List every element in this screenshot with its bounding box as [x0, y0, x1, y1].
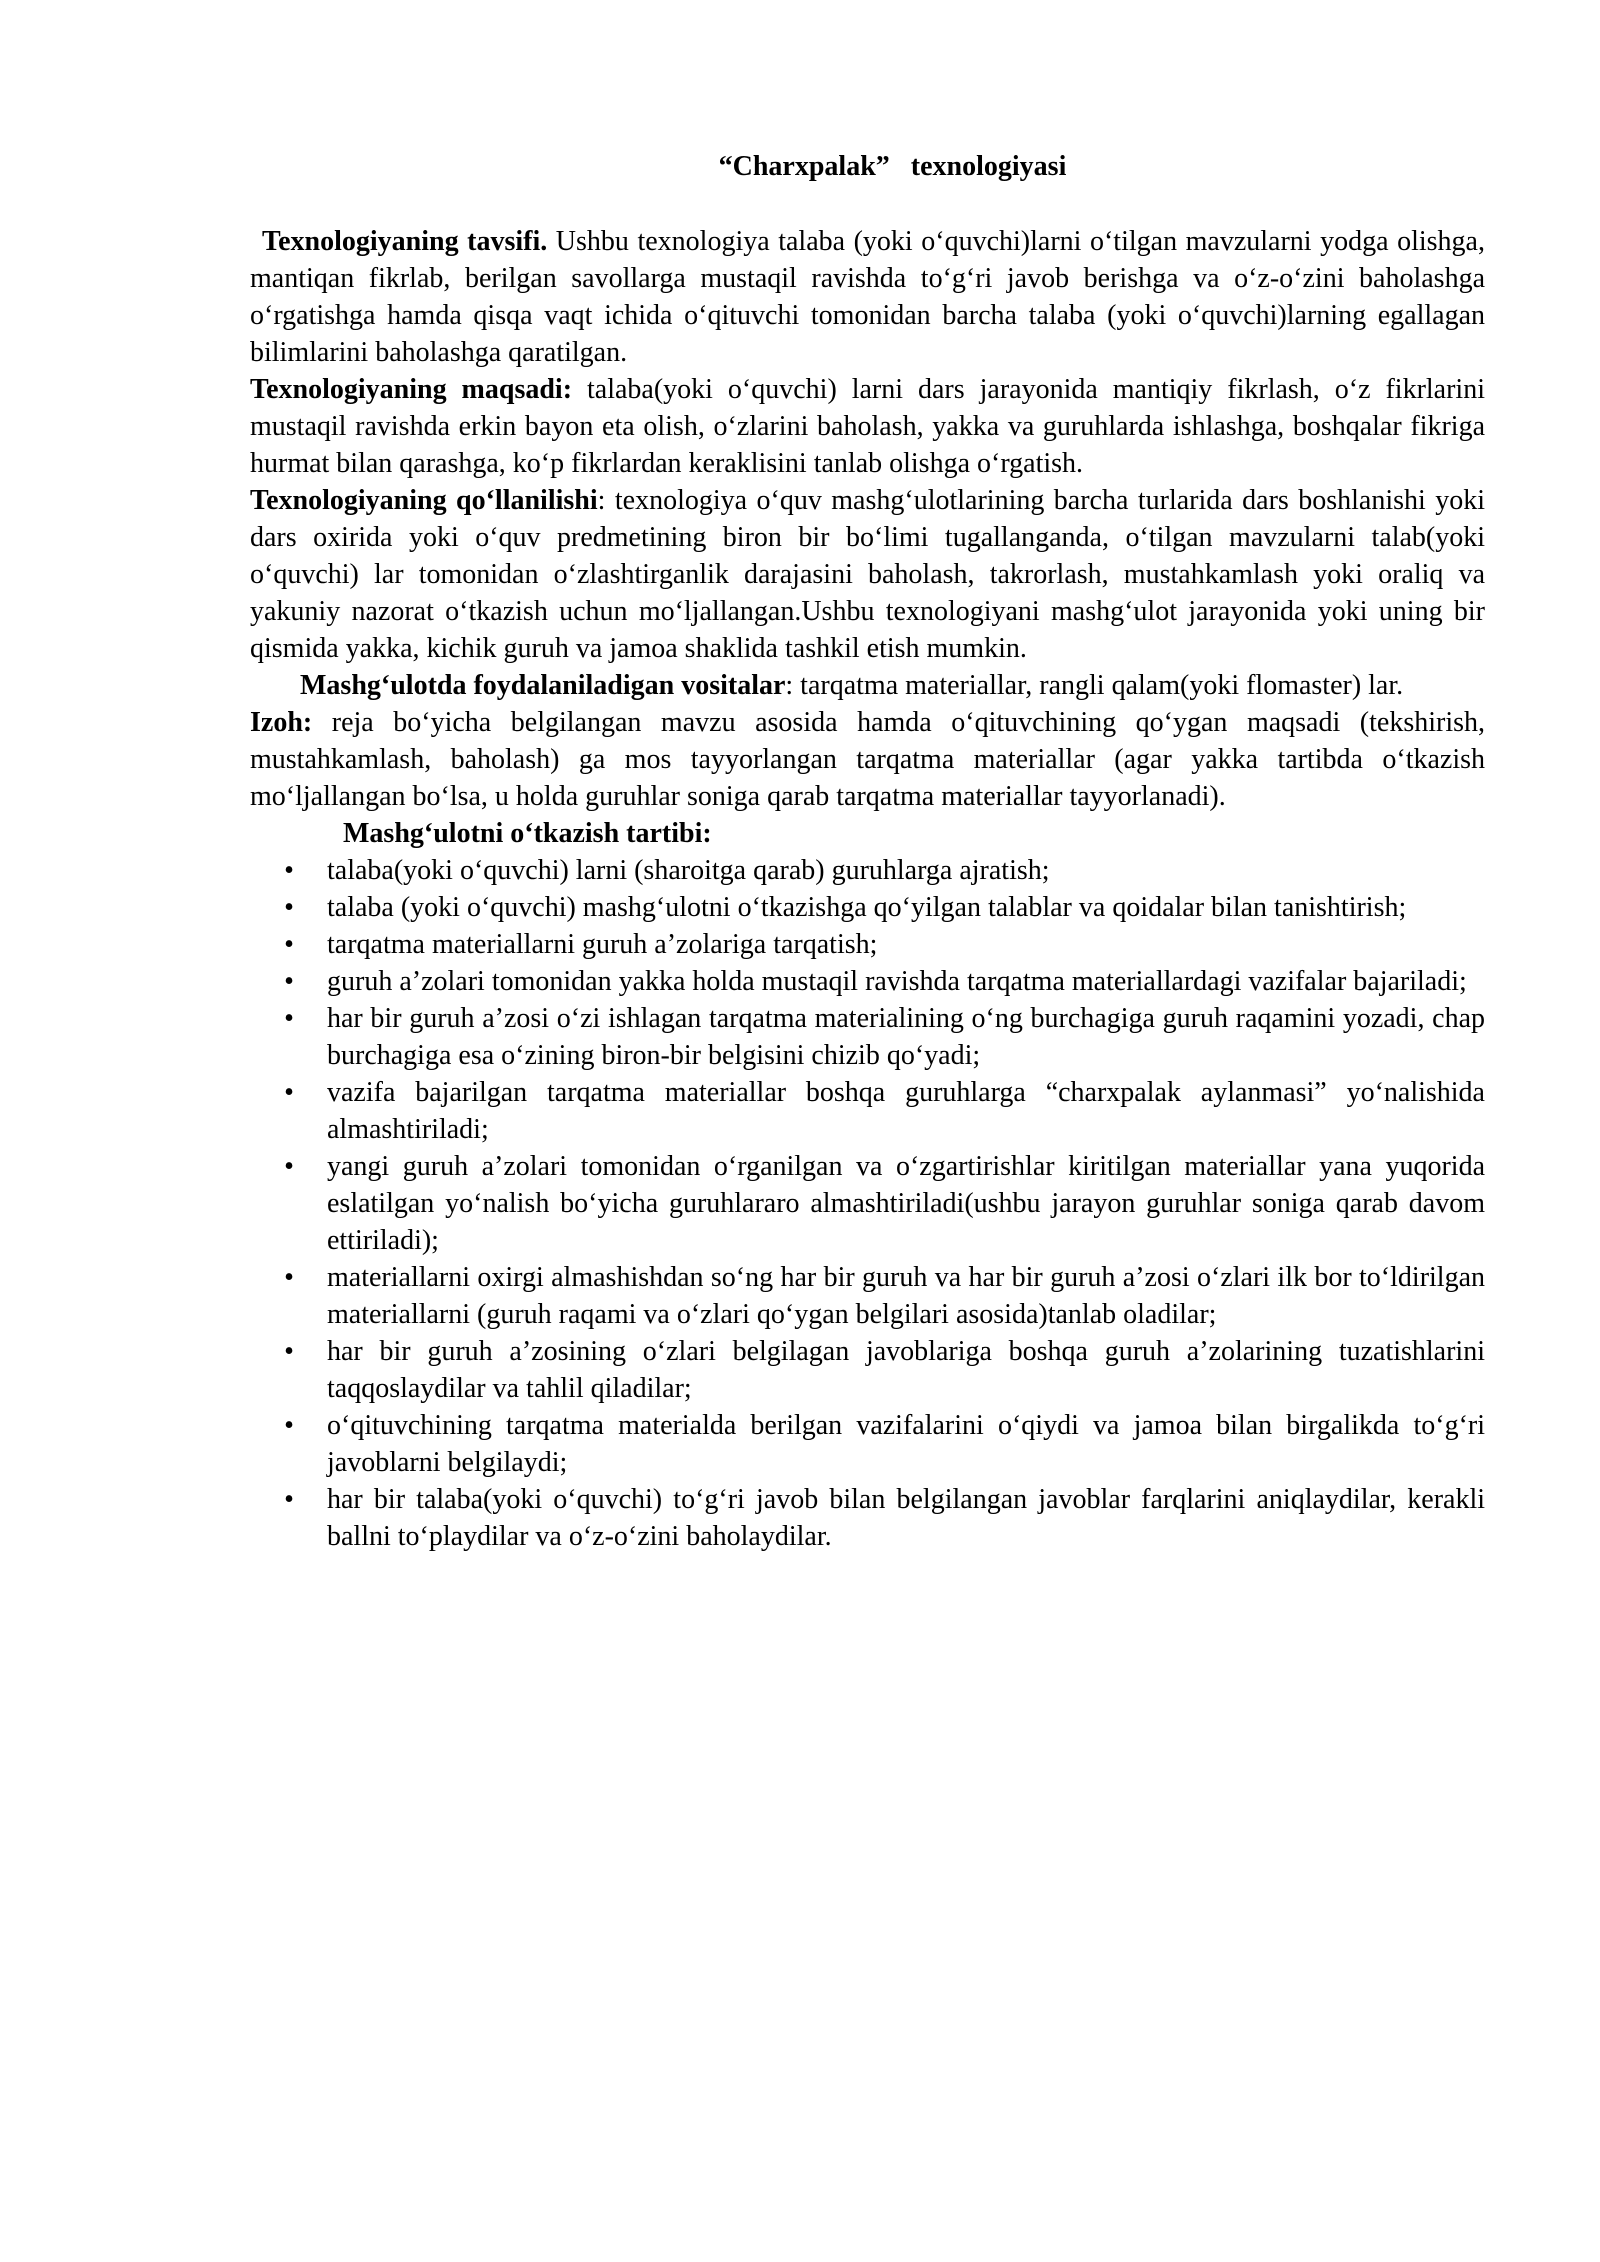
list-item-text: vazifa bajarilgan tarqatma materiallar boshqa guruhlarga “charxpalak aylanmasi” yo‘nalishida almashtiriladi; [327, 1077, 1485, 1145]
list-item-text: tarqatma materiallarni guruh a’zolariga tarqatish; [327, 929, 878, 960]
list-item [284, 926, 1485, 963]
list-item [284, 1259, 1485, 1333]
section-goal-label: Texnologiyaning maqsadi: [250, 374, 573, 405]
list-item [284, 1000, 1485, 1074]
section-usage-text: : texnologiya o‘quv mashg‘ulotlarining barcha turlarida dars boshlanishi yoki dars oxirida yoki o‘quv predmetining biron bir bo‘limi tugallanganda, o‘tilgan mavzularni talab(yoki o‘quvchi) lar tomonidan o‘zlashtirganlik darajasini baholash, takrorlash, mustahkamlash yoki oraliq va yakuniy nazorat o‘tkazish uchun mo‘ljallangan.Ushbu texnologiyani mashg‘ulot jarayonida yoki uning bir qismida yakka, kichik guruh va jamoa shaklida tashkil etish mumkin. [250, 485, 1486, 664]
list-item-text: talaba(yoki o‘quvchi) larni (sharoitga qarab) guruhlarga ajratish; [327, 855, 1050, 886]
section-usage [250, 482, 1485, 667]
bullet-icon: • [284, 1262, 294, 1293]
bullet-icon: • [284, 1410, 294, 1441]
list-item-text: yangi guruh a’zolari tomonidan o‘rganilgan va o‘zgartirishlar kiritilgan materiallar yana yuqorida eslatilgan yo‘nalish bo‘yicha guruhlararo almashtiriladi(ushbu jarayon guruhlar soniga qarab davom ettiriladi); [327, 1151, 1485, 1256]
list-item-text: har bir guruh a’zosining o‘zlari belgilagan javoblariga boshqa guruh a’zolarining tuzatishlarini taqqoslaydilar va tahlil qiladilar; [327, 1336, 1485, 1404]
section-note-text: reja bo‘yicha belgilangan mavzu asosida hamda o‘qituvchining qo‘ygan maqsadi (tekshirish, mustahkamlash, baholash) ga mos tayyorlangan tarqatma materiallar (agar yakka tartibda o‘tkazish mo‘ljallangan bo‘lsa, u holda guruhlar soniga qarab tarqatma materiallar tayyorlanadi). [250, 707, 1485, 812]
section-goal-text: talaba(yoki o‘quvchi) larni dars jarayonida mantiqiy fikrlash, o‘z fikrlarini mustaqil ravishda erkin bayon eta olish, o‘zlarini baholash, yakka va guruhlarda ishlashga, boshqalar fikriga hurmat bilan qarashga, ko‘p fikrlardan keraklisini tanlab olishga o‘rgatish. [250, 374, 1485, 479]
section-note-label: Izoh: [250, 707, 313, 738]
bullet-icon: • [284, 1151, 294, 1182]
list-item [284, 889, 1485, 926]
procedure-heading: Mashg‘ulotni o‘tkazish tartibi: [343, 818, 712, 849]
list-item [284, 852, 1485, 889]
section-goal [250, 371, 1485, 482]
list-item [284, 963, 1485, 1000]
document-title: “Charxpalak” texnologiyasi [718, 151, 1067, 182]
list-item [284, 1074, 1485, 1148]
list-item [284, 1407, 1485, 1481]
procedure-list [250, 852, 1485, 1555]
section-description-text: Ushbu texnologiya talaba (yoki o‘quvchi)larni o‘tilgan mavzularni yodga olishga, mantiqan fikrlab, berilgan savollarga mustaqil ravishda to‘g‘ri javob berishga va o‘z-o‘zini baholashga o‘rgatishga hamda qisqa vaqt ichida o‘qituvchi tomonidan barcha talaba (yoki o‘quvchi)larning egallagan bilimlarini baholashga qaratilgan. [250, 226, 1485, 368]
list-item [284, 1481, 1485, 1555]
list-item [284, 1333, 1485, 1407]
section-tools [250, 667, 1485, 704]
section-description-label: Texnologiyaning tavsifi. [262, 226, 548, 257]
list-item-text: materiallarni oxirgi almashishdan so‘ng har bir guruh va har bir guruh a’zosi o‘zlari ilk bor to‘ldirilgan materiallarni (guruh raqami va o‘zlari qo‘ygan belgilari asosida)tanlab oladilar; [327, 1262, 1485, 1330]
list-item-text: talaba (yoki o‘quvchi) mashg‘ulotni o‘tkazishga qo‘yilgan talablar va qoidalar bilan tanishtirish; [327, 892, 1407, 923]
bullet-icon: • [284, 1003, 294, 1034]
list-item-text: guruh a’zolari tomonidan yakka holda mustaqil ravishda tarqatma materiallardagi vazifalar bajariladi; [327, 966, 1467, 997]
bullet-icon: • [284, 1077, 294, 1108]
bullet-icon: • [284, 966, 294, 997]
section-usage-label: Texnologiyaning qo‘llanilishi [250, 485, 598, 516]
section-tools-text: : tarqatma materiallar, rangli qalam(yoki flomaster) lar. [785, 670, 1404, 701]
list-item [284, 1148, 1485, 1259]
bullet-icon: • [284, 1484, 294, 1515]
section-tools-label: Mashg‘ulotda foydalaniladigan vositalar [300, 670, 786, 701]
list-item-text: har bir talaba(yoki o‘quvchi) to‘g‘ri javob bilan belgilangan javoblar farqlarini aniqlaydilar, kerakli ballni to‘playdilar va o‘z-o‘zini baholaydilar. [327, 1484, 1485, 1552]
section-description [250, 223, 1485, 371]
document-page [250, 148, 1485, 1555]
list-item-text: har bir guruh a’zosi o‘zi ishlagan tarqatma materialining o‘ng burchagiga guruh raqamini yozadi, chap burchagiga esa o‘zining biron-bir belgisini chizib qo‘yadi; [327, 1003, 1485, 1071]
section-note [250, 704, 1485, 815]
bullet-icon: • [284, 892, 294, 923]
bullet-icon: • [284, 1336, 294, 1367]
bullet-icon: • [284, 929, 294, 960]
list-item-text: o‘qituvchining tarqatma materialda berilgan vazifalarini o‘qiydi va jamoa bilan birgalikda to‘g‘ri javoblarni belgilaydi; [327, 1410, 1485, 1478]
bullet-icon: • [284, 855, 294, 886]
